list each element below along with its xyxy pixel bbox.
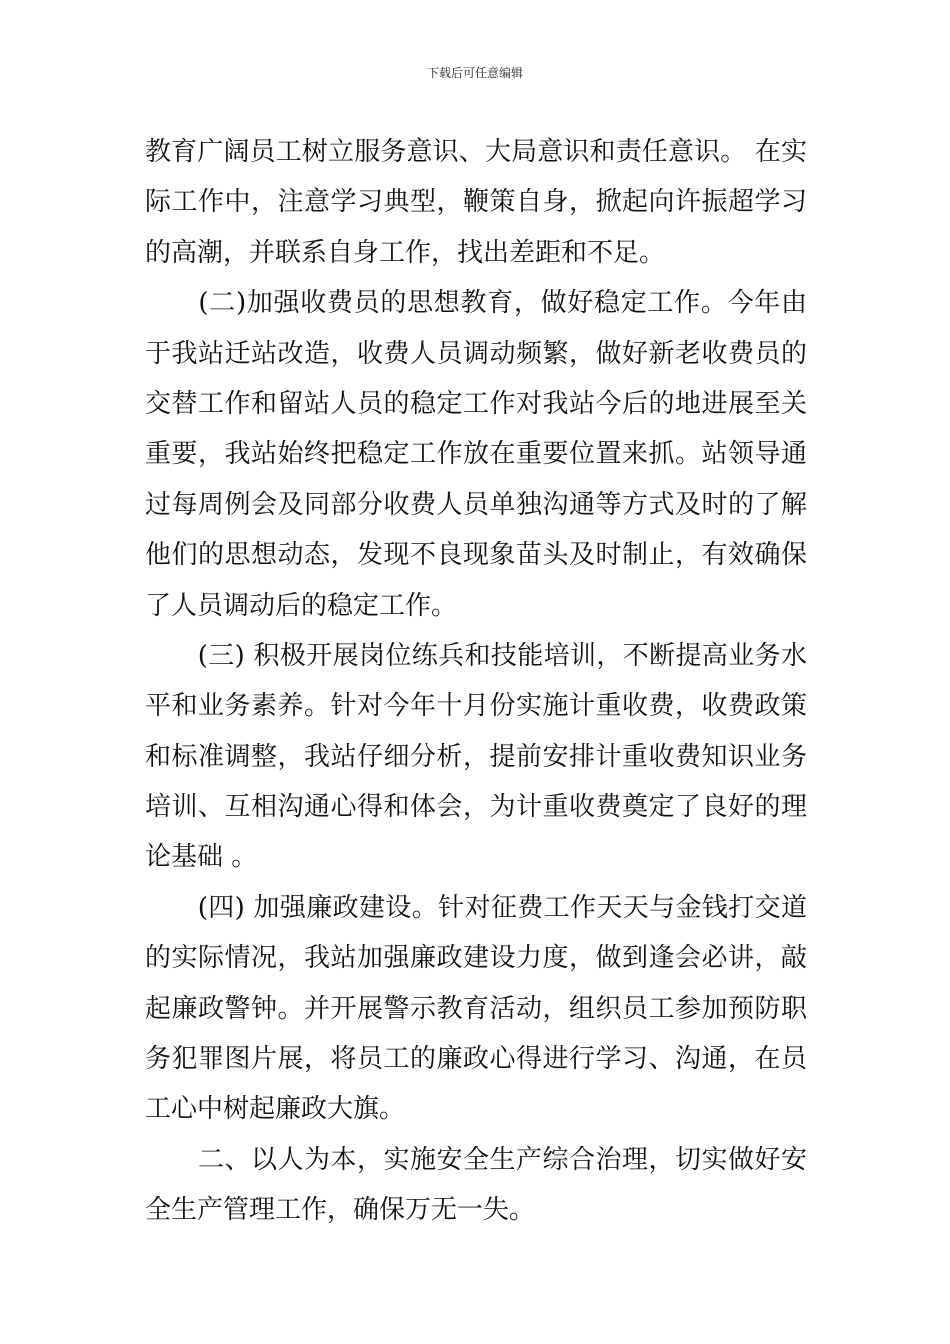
text-line: 培训、互相沟通心得和体会，为计重收费奠定了良好的理: [145, 792, 807, 823]
text-line: 起廉政警钟。并开展警示教育活动，组织员工参加预防职: [145, 993, 807, 1024]
text-line: 交替工作和留站人员的稳定工作对我站今后的地进展至关: [145, 388, 807, 419]
document-body: [145, 127, 807, 1236]
text-line: 的高潮，并联系自身工作，找出差距和不足。: [145, 237, 666, 268]
text-line: 重要，我站始终把稳定工作放在重要位置来抓。站领导通: [145, 439, 807, 470]
text-line: 务犯罪图片展，将员工的廉政心得进行学习、沟通，在员: [145, 1044, 807, 1075]
text-line: 他们的思想动态，发现不良现象苗头及时制止，有效确保: [145, 540, 807, 571]
page-header: 下载后可任意编辑: [426, 66, 523, 80]
text-line: 和标准调整，我站仔细分析，提前安排计重收费知识业务: [145, 741, 807, 772]
text-line: 二、以人为本，实施安全生产综合治理，切实做好安: [145, 1144, 807, 1175]
text-line: 工心中树起廉政大旗。: [145, 1094, 406, 1125]
text-line: 了人员调动后的稳定工作。: [145, 590, 458, 621]
text-line: 于我站迁站改造，收费人员调动频繁，做好新老收费员的: [145, 338, 807, 369]
text-line: 过每周例会及同部分收费人员单独沟通等方式及时的了解: [145, 489, 807, 520]
text-line: 教育广阔员工树立服务意识、大局意识和责任意识。 在实: [145, 137, 807, 167]
text-line: 全生产管理工作，确保万无一失。: [145, 1195, 536, 1226]
text-line: 论基础 。: [145, 842, 258, 873]
text-line: (四) 加强廉政建设。针对征费工作天天与金钱打交道: [145, 892, 807, 923]
text-line: (二)加强收费员的思想教育，做好稳定工作。今年由: [145, 288, 807, 319]
text-line: 平和业务素养。针对今年十月份实施计重收费，收费政策: [145, 691, 807, 722]
text-line: (三) 积极开展岗位练兵和技能培训，不断提高业务水: [145, 640, 807, 671]
text-line: 际工作中，注意学习典型，鞭策自身，掀起向许振超学习: [145, 187, 807, 218]
text-line: 的实际情况，我站加强廉政建设力度，做到逢会必讲，敲: [145, 943, 807, 974]
